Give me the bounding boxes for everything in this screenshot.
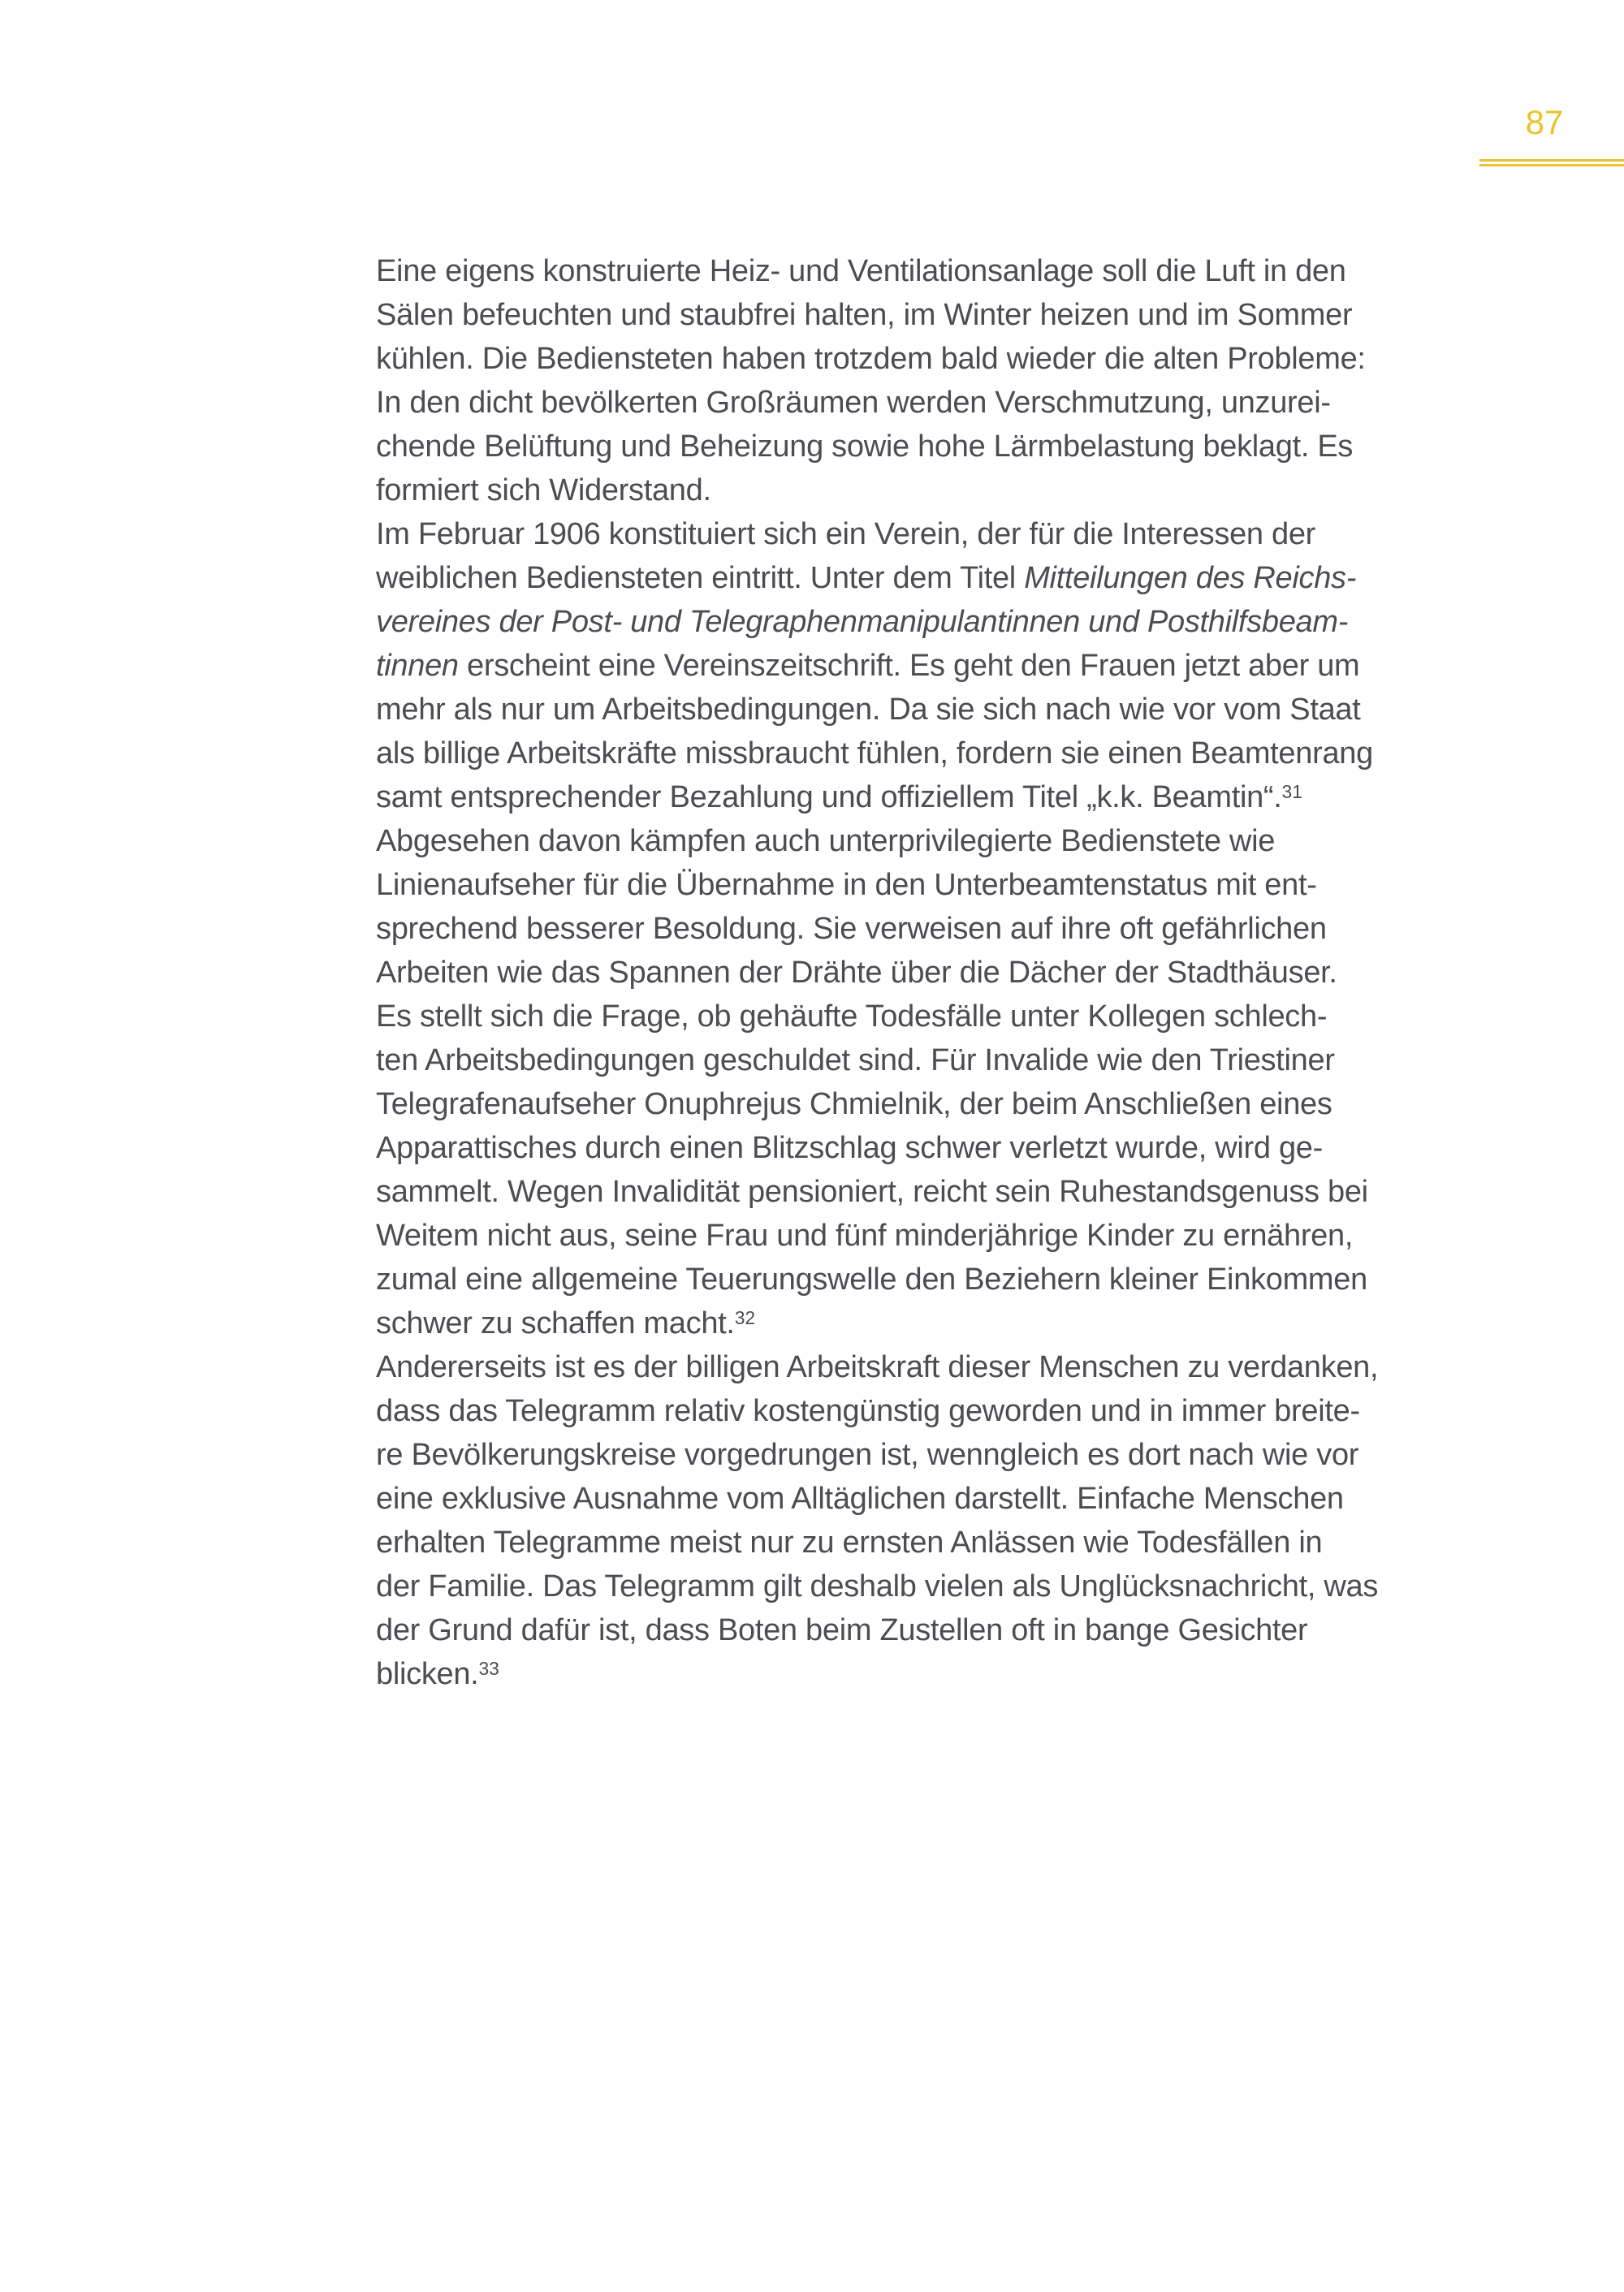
text-line [376,1301,1529,1345]
text-segment: Eine eigens konstruierte Heiz- und Ventilationsanlage soll die Luft in den [376,254,1346,288]
text-segment: blicken. [376,1657,479,1691]
text-segment: Im Februar 1906 konstituiert sich ein Verein, der für die Interessen der [376,517,1316,551]
text-line [376,1038,1529,1082]
accent-double-rule [1479,159,1624,166]
text-line [376,1433,1529,1477]
footnote-reference: 31 [1281,780,1302,802]
text-segment: Abgesehen davon kämpfen auch unterprivilegierte Bedienstete wie [376,824,1276,858]
text-segment: Apparattisches durch einen Blitzschlag schwer verletzt wurde, wird ge- [376,1131,1323,1165]
text-segment: Telegrafenaufseher Onuphrejus Chmielnik, der beim Anschließen eines [376,1087,1332,1121]
text-segment: mehr als nur um Arbeitsbedingungen. Da sie sich nach wie vor vom Staat [376,693,1361,727]
body-text [376,249,1529,1696]
text-line [376,1521,1529,1565]
text-segment: der Grund dafür ist, dass Boten beim Zustellen oft in bange Gesichter [376,1613,1308,1647]
text-line [376,425,1529,468]
text-segment: schwer zu schaffen macht. [376,1306,735,1340]
text-segment: Andererseits ist es der billigen Arbeitskraft dieser Menschen zu verdanken, [376,1350,1379,1384]
text-segment: weiblichen Bediensteten eintritt. Unter dem Titel [376,561,1025,595]
text-line [376,732,1529,775]
text-segment: ten Arbeitsbedingungen geschuldet sind. Für Invalide wie den Triestiner [376,1043,1335,1077]
text-line [376,819,1529,863]
text-segment: als billige Arbeitskräfte missbraucht fühlen, fordern sie einen Beamtenrang [376,736,1373,770]
text-line [376,1565,1529,1608]
footnote-reference: 33 [478,1657,499,1679]
text-line [376,556,1529,600]
text-segment: Mitteilungen des Reichs- [1024,561,1357,595]
text-segment: zumal eine allgemeine Teuerungswelle den Beziehern kleiner Einkommen [376,1263,1367,1297]
text-line [376,907,1529,951]
text-segment: tinnen [376,649,459,683]
text-line [376,775,1529,819]
text-segment: sammelt. Wegen Invalidität pensioniert, reicht sein Ruhestandsgenuss bei [376,1175,1368,1209]
text-line [376,600,1529,644]
text-line [376,1608,1529,1652]
text-line [376,468,1529,512]
text-line [376,995,1529,1038]
text-segment: formiert sich Widerstand. [376,473,711,507]
text-segment: vereines der Post- und Telegraphenmanipulantinnen und Posthilfsbeam- [376,605,1349,639]
footnote-reference: 32 [734,1306,756,1328]
text-line [376,1477,1529,1521]
text-segment: Es stellt sich die Frage, ob gehäufte Todesfälle unter Kollegen schlech- [376,999,1328,1034]
text-segment: Sälen befeuchten und staubfrei halten, im Winter heizen und im Sommer [376,298,1353,332]
text-segment: Weitem nicht aus, seine Frau und fünf minderjährige Kinder zu ernähren, [376,1219,1354,1253]
text-line [376,1082,1529,1126]
text-line [376,1126,1529,1170]
text-line [376,249,1529,293]
text-segment: chende Belüftung und Beheizung sowie hohe Lärmbelastung beklagt. Es [376,429,1354,464]
text-segment: Arbeiten wie das Spannen der Drähte über die Dächer der Stadthäuser. [376,956,1337,990]
text-line [376,688,1529,732]
text-line [376,951,1529,995]
text-segment: samt entsprechender Bezahlung und offiziellem Titel „k.k. Beamtin“. [376,780,1282,814]
text-line [376,381,1529,425]
text-segment: re Bevölkerungskreise vorgedrungen ist, wenngleich es dort nach wie vor [376,1438,1359,1472]
text-line [376,293,1529,337]
text-line [376,644,1529,688]
text-segment: erhalten Telegramme meist nur zu ernsten Anlässen wie Todesfällen in [376,1526,1323,1560]
text-segment: Linienaufseher für die Übernahme in den Unterbeamtenstatus mit ent- [376,868,1317,902]
text-segment: der Familie. Das Telegramm gilt deshalb vielen als Unglücksnachricht, was [376,1569,1379,1604]
text-line [376,1389,1529,1433]
text-line [376,337,1529,381]
text-line [376,1170,1529,1214]
text-line [376,1258,1529,1301]
text-segment: In den dicht bevölkerten Großräumen werden Verschmutzung, unzurei- [376,386,1331,420]
page-number: 87 [1525,103,1564,141]
text-segment: erscheint eine Vereinszeitschrift. Es geht den Frauen jetzt aber um [458,649,1360,683]
text-segment: dass das Telegramm relativ kostengünstig geworden und in immer breite- [376,1394,1360,1428]
text-segment: eine exklusive Ausnahme vom Alltäglichen darstellt. Einfache Menschen [376,1482,1344,1516]
text-line [376,512,1529,556]
text-segment: kühlen. Die Bediensteten haben trotzdem bald wieder die alten Probleme: [376,342,1366,376]
text-line [376,1214,1529,1258]
text-line [376,863,1529,907]
text-segment: sprechend besserer Besoldung. Sie verweisen auf ihre oft gefährlichen [376,912,1327,946]
text-line [376,1345,1529,1389]
text-line [376,1652,1529,1696]
